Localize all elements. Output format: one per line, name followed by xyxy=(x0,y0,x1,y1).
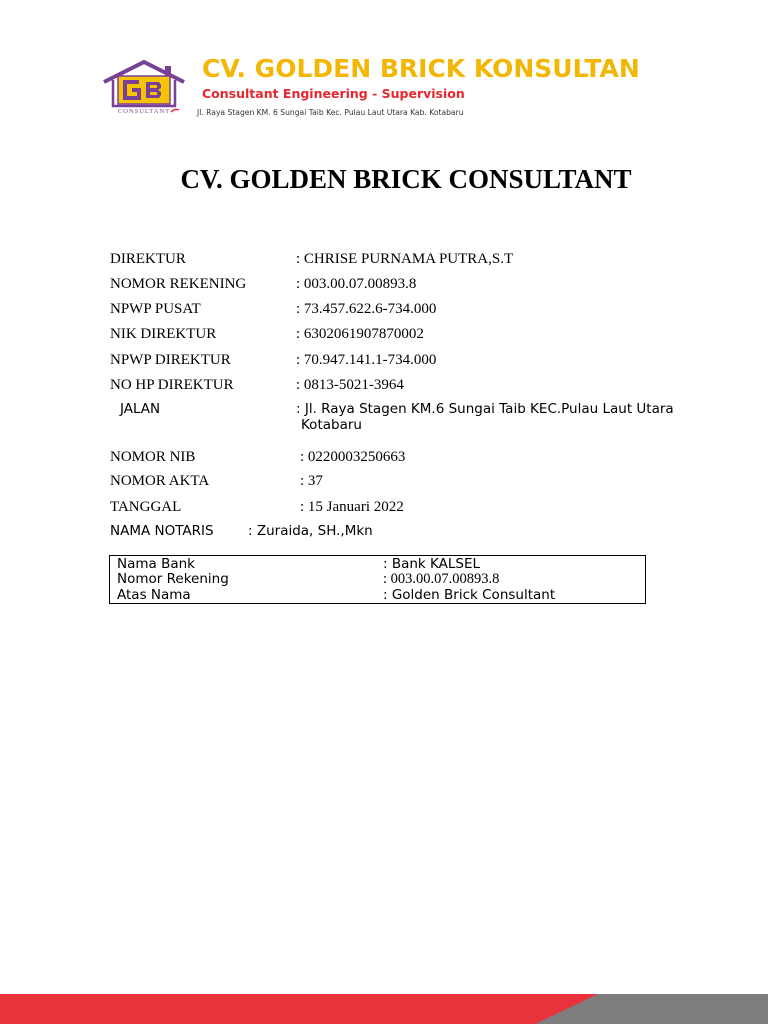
info-value: : 70.947.141.1-734.000 xyxy=(296,352,437,368)
info-label: TANGGAL xyxy=(110,499,182,515)
letterhead-subtitle: Consultant Engineering - Supervision xyxy=(202,86,465,101)
footer-band xyxy=(0,994,768,1024)
info-label: NPWP DIREKTUR xyxy=(110,352,231,368)
info-value: : 6302061907870002 xyxy=(296,326,424,342)
bank-info-box xyxy=(109,555,646,604)
bank-value: : Bank KALSEL xyxy=(383,556,481,572)
bank-value: : 003.00.07.00893.8 xyxy=(383,571,500,587)
info-value: : Jl. Raya Stagen KM.6 Sungai Taib KEC.Pulau Laut Utara xyxy=(296,401,674,417)
info-value: : CHRISE PURNAMA PUTRA,S.T xyxy=(296,251,514,267)
info-value: : 37 xyxy=(300,473,323,489)
info-value-line2: Kotabaru xyxy=(301,417,362,433)
info-value: : 0813-5021-3964 xyxy=(296,377,404,393)
info-label: NAMA NOTARIS xyxy=(110,523,214,539)
info-value: : 73.457.622.6-734.000 xyxy=(296,301,437,317)
info-label: JALAN xyxy=(120,401,161,417)
info-label: NOMOR AKTA xyxy=(110,473,210,489)
company-logo xyxy=(101,60,187,120)
info-value: : 003.00.07.00893.8 xyxy=(296,276,417,292)
info-value: : 0220003250663 xyxy=(300,449,406,465)
bank-label: Nomor Rekening xyxy=(117,571,229,587)
logo-caption: CONSULTANT xyxy=(117,108,171,115)
letterhead-title: CV. GOLDEN BRICK KONSULTAN xyxy=(202,54,640,83)
info-label: NIK DIREKTUR xyxy=(110,326,217,342)
info-label: NO HP DIREKTUR xyxy=(110,377,234,393)
info-label: NPWP PUSAT xyxy=(110,301,201,317)
letterhead-address: Jl. Raya Stagen KM. 6 Sungai Taib Kec. Pulau Laut Utara Kab. Kotabaru xyxy=(197,108,464,117)
info-label: NOMOR NIB xyxy=(110,449,196,465)
bank-value: : Golden Brick Consultant xyxy=(383,587,556,603)
info-label: DIREKTUR xyxy=(110,251,186,267)
bank-label: Nama Bank xyxy=(117,556,195,572)
info-value: : Zuraida, SH.,Mkn xyxy=(248,523,373,539)
info-label: NOMOR REKENING xyxy=(110,276,247,292)
info-value: : 15 Januari 2022 xyxy=(300,499,404,515)
bank-label: Atas Nama xyxy=(117,587,191,603)
document-title: CV. GOLDEN BRICK CONSULTANT xyxy=(180,164,632,194)
